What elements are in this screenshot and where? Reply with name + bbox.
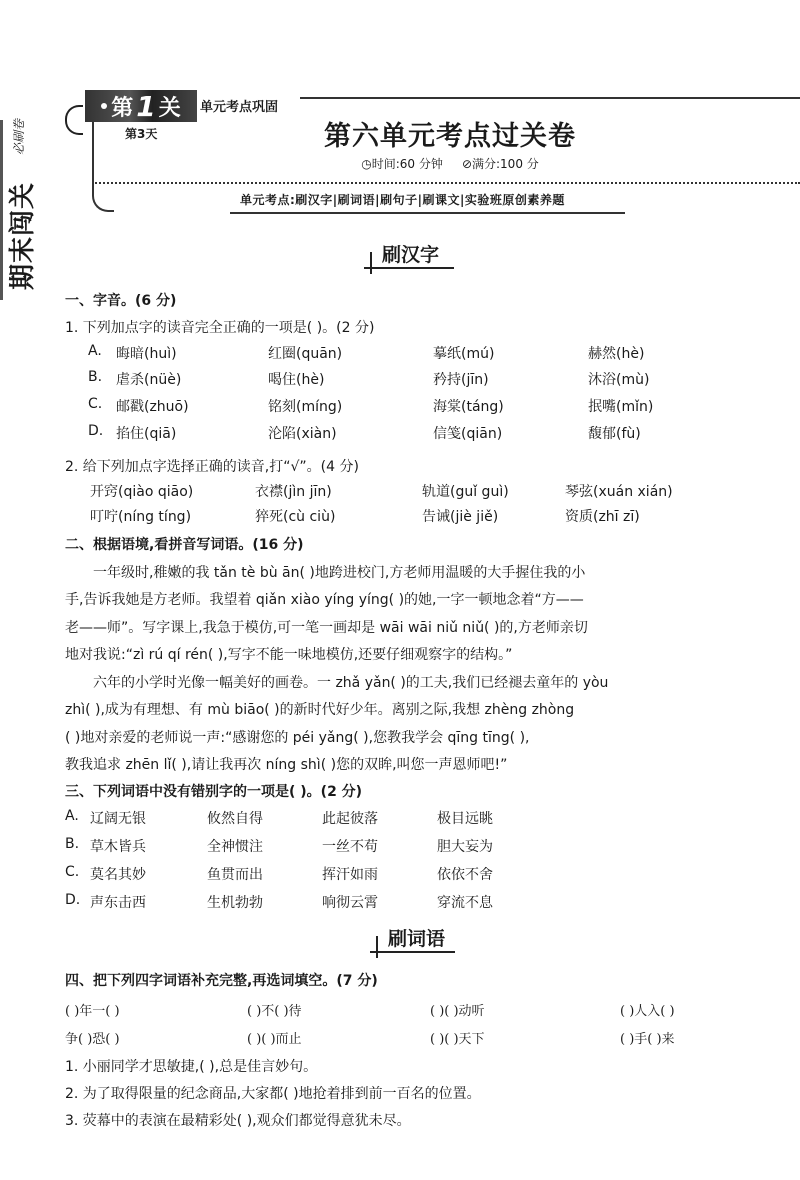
badge-subtitle: 单元考点巩固 [200, 100, 279, 115]
unit-topics: 单元考点:刷汉字|刷词语|刷句子|刷课文|实验班原创素养题 [240, 193, 565, 207]
fill-sentence-2[interactable]: 2. 为了取得限量的纪念商品,大家都( )地抢着排到前一百名的位置。 [65, 1086, 481, 1102]
topics-underline [230, 212, 625, 214]
page-title: 第六单元考点过关卷 [324, 121, 576, 152]
side-tab-subtitle: 必刷卷 [12, 118, 26, 155]
option-item: 馥郁(fù) [588, 426, 641, 442]
option-item: 沦陷(xiàn) [268, 426, 337, 442]
option-item: 辽阔无银 [90, 811, 146, 827]
option-item: 掐住(qiā) [116, 426, 177, 442]
day-label: 第3天 [125, 127, 158, 141]
pinyin-choice[interactable]: 轨道(guǐ guì) [422, 484, 509, 500]
option-item: 穿流不息 [437, 895, 493, 911]
option-label: A. [65, 808, 79, 824]
q1-option-b[interactable] [88, 369, 650, 388]
option-item: 矜持(jīn) [433, 372, 489, 388]
idiom-blank[interactable]: ( )年一( ) [65, 1004, 120, 1019]
pinyin-choice[interactable]: 猝死(cù ciù) [255, 509, 336, 525]
passage-line: 手,告诉我她是方老师。我望着 qiǎn xiào yíng yíng( )的她,一字一顿地念着“方—— [65, 592, 584, 608]
option-item: 草木皆兵 [90, 839, 146, 855]
passage-line: 老——师”。写字课上,我急于模仿,可一笔一画却是 wāi wāi niǔ niǔ( )的,方老师亲切 [65, 620, 588, 636]
option-item: 虐杀(nüè) [116, 372, 182, 388]
option-item: 胆大妄为 [437, 839, 493, 855]
option-item: 莫名其妙 [90, 867, 146, 883]
q2-stem: 2. 给下列加点字选择正确的读音,打“√”。(4 分) [65, 459, 359, 475]
pinyin-choice[interactable]: 琴弦(xuán xián) [565, 484, 673, 500]
option-label: D. [88, 423, 104, 439]
option-item: 晦暗(huì) [116, 346, 177, 362]
idiom-blank[interactable]: ( )手( )来 [620, 1032, 675, 1047]
option-item: 邮戳(zhuō) [116, 399, 189, 415]
option-item: 摹纸(mú) [433, 346, 495, 362]
idiom-blank[interactable]: ( )( )天下 [430, 1032, 485, 1047]
fill-sentence-3[interactable]: 3. 荧幕中的表演在最精彩处( ),观众们都觉得意犹未尽。 [65, 1113, 411, 1129]
passage-line: 六年的小学时光像一幅美好的画卷。一 zhǎ yǎn( )的工夫,我们已经褪去童年的 yòu [65, 675, 609, 691]
option-item: 一丝不苟 [322, 839, 378, 855]
part1-heading: 一、字音。(6 分) [65, 293, 177, 309]
option-item: 攸然自得 [207, 811, 263, 827]
option-item: 海棠(táng) [433, 399, 504, 415]
option-label: B. [65, 836, 80, 852]
check-circle-icon: ⊘ [461, 157, 472, 171]
part4-heading: 四、把下列四字词语补充完整,再选词填空。(7 分) [65, 973, 378, 989]
q1-stem: 1. 下列加点字的读音完全正确的一项是( )。(2 分) [65, 320, 375, 336]
exam-meta [300, 155, 600, 172]
option-item: 抿嘴(mǐn) [588, 399, 654, 415]
q2-row-1 [90, 481, 673, 501]
passage-line: 教我追求 zhēn lǐ( ),请让我再次 níng shì( )您的双眸,叫您一声恩师吧!” [65, 757, 508, 773]
pinyin-choice[interactable]: 告诫(jiè jiě) [422, 509, 499, 525]
pinyin-choice[interactable]: 开窍(qiào qiāo) [90, 484, 194, 500]
option-item: 此起彼落 [322, 811, 378, 827]
part2-heading: 二、根据语境,看拼音写词语。(16 分) [65, 537, 304, 553]
option-item: 铭刻(míng) [268, 399, 343, 415]
passage-line: zhì( ),成为有理想、有 mù biāo( )的新时代好少年。离别之际,我想 zhèng zhòng [65, 702, 575, 718]
idiom-row-1 [65, 1000, 675, 1019]
top-rule [300, 97, 800, 99]
side-tab [0, 60, 38, 290]
option-label: A. [88, 343, 102, 359]
q3-option-b[interactable] [65, 836, 493, 855]
section-tick [370, 252, 372, 274]
badge-number: 1 [136, 89, 156, 123]
q1-option-c[interactable] [88, 396, 654, 415]
option-item: 依依不舍 [437, 867, 493, 883]
part3-heading: 三、下列词语中没有错别字的一项是( )。(2 分) [65, 784, 363, 800]
passage-line: 地对我说:“zì rú qí rén( ),写字不能一味地模仿,还要仔细观察字的结构。” [65, 647, 513, 663]
idiom-blank[interactable]: ( )( )动听 [430, 1004, 485, 1019]
q1-option-d[interactable] [88, 423, 641, 442]
option-item: 鱼贯而出 [207, 867, 263, 883]
idiom-blank[interactable]: ( )人入( ) [620, 1004, 675, 1019]
section-underline [370, 951, 455, 953]
level-badge [85, 90, 197, 122]
section-heading: 刷汉字 [382, 244, 440, 266]
passage-line: ( )地对亲爱的老师说一声:“感谢您的 péi yǎng( ),您教我学会 qīng tīng( ), [65, 730, 530, 746]
dot-icon [101, 103, 107, 109]
option-item: 全神惯注 [207, 839, 263, 855]
section-heading: 刷词语 [388, 928, 446, 950]
pinyin-choice[interactable]: 衣襟(jìn jīn) [255, 484, 332, 500]
dotted-divider [92, 182, 800, 184]
badge-suffix: 关 [158, 95, 181, 121]
option-item: 喝住(hè) [268, 372, 325, 388]
option-item: 声东击西 [90, 895, 146, 911]
side-tab-title: 期末闯关 [8, 181, 38, 290]
clock-icon: ◷ [361, 157, 372, 171]
option-item: 信笺(qiān) [433, 426, 503, 442]
option-item: 赫然(hè) [588, 346, 645, 362]
idiom-row-2 [65, 1028, 675, 1047]
q2-row-2 [90, 506, 640, 526]
q3-option-a[interactable] [65, 808, 493, 827]
badge-prefix: 第 [111, 95, 134, 121]
idiom-blank[interactable]: ( )( )而止 [247, 1032, 302, 1047]
section-ciyu [378, 924, 455, 953]
option-item: 极目远眺 [437, 811, 493, 827]
idiom-blank[interactable]: 争( )恐( ) [65, 1032, 120, 1047]
option-item: 挥汗如雨 [322, 867, 378, 883]
option-item: 沐浴(mù) [588, 372, 650, 388]
section-underline [364, 267, 454, 269]
option-label: C. [65, 864, 80, 880]
frame-curve [92, 185, 114, 212]
full-score: 满分:100 分 [472, 157, 539, 171]
q3-option-d[interactable] [65, 892, 493, 911]
q3-option-c[interactable] [65, 864, 493, 883]
option-label: C. [88, 396, 103, 412]
option-label: D. [65, 892, 81, 908]
pinyin-choice[interactable]: 叮咛(níng tíng) [90, 509, 192, 525]
option-item: 生机勃勃 [207, 895, 263, 911]
section-hanzi [372, 240, 454, 269]
time-limit: 时间:60 分钟 [371, 157, 443, 171]
option-label: B. [88, 369, 103, 385]
option-item: 响彻云霄 [322, 895, 378, 911]
pinyin-choice[interactable]: 资质(zhī zī) [565, 509, 640, 525]
q1-option-a[interactable] [88, 343, 645, 362]
option-item: 红圈(quān) [268, 346, 343, 362]
idiom-blank[interactable]: ( )不( )待 [247, 1004, 302, 1019]
fill-sentence-1[interactable]: 1. 小丽同学才思敏捷,( ),总是佳言妙句。 [65, 1059, 318, 1075]
passage-line: 一年级时,稚嫩的我 tǎn tè bù ān( )地跨进校门,方老师用温暖的大手握住我的小 [65, 565, 586, 581]
hook-decoration [65, 105, 83, 135]
section-tick [376, 936, 378, 958]
